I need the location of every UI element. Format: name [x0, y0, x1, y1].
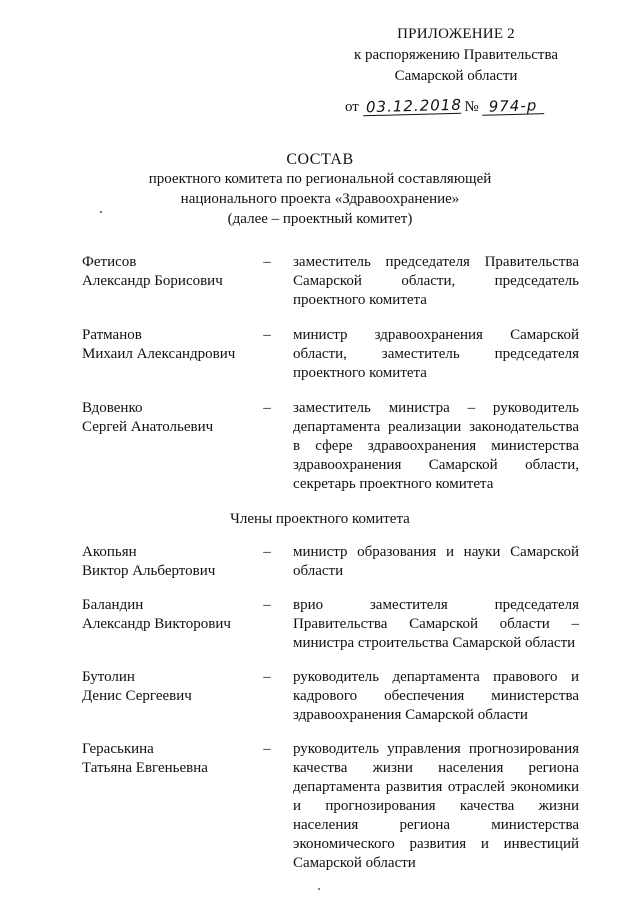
surname: Баландин	[82, 597, 144, 613]
person-name	[82, 326, 260, 364]
separator-dash: –	[263, 254, 271, 270]
surname: Ратманов	[82, 327, 142, 343]
given-names: Михаил Александрович	[82, 346, 236, 362]
person-name	[82, 668, 260, 706]
subtitle-line-3: (далее – проектный комитет)	[227, 211, 413, 227]
separator-dash: –	[263, 327, 271, 343]
person-role: руководитель управления прогнозирования качества жизни населения региона департамента развития отраслей экономики и прогнозирования качества жизни населения региона министерства экономического развития и инвестиций Самарской области	[293, 741, 579, 871]
separator-dash: –	[263, 400, 271, 416]
given-names: Татьяна Евгеньевна	[82, 760, 208, 776]
separator-dash: –	[263, 597, 271, 613]
separator-dash: –	[263, 669, 271, 685]
annex-line-2: Самарской области	[394, 68, 518, 84]
order-date-handwritten: 03.12.2018	[362, 97, 460, 117]
scan-speck	[318, 888, 320, 890]
surname: Фетисов	[82, 254, 137, 270]
given-names: Александр Борисович	[82, 273, 223, 289]
annex-line-1: к распоряжению Правительства	[353, 47, 558, 63]
separator-dash: –	[263, 544, 271, 560]
subtitle-line-2: национального проекта «Здравоохранение»	[180, 191, 460, 207]
person-name	[82, 253, 260, 291]
person-name	[82, 596, 260, 634]
given-names: Александр Викторович	[82, 616, 231, 632]
surname: Вдовенко	[82, 400, 143, 416]
person-role: заместитель председателя Правительства Самарской области, председатель проектного комитета	[293, 254, 579, 308]
subtitle-line-1: проектного комитета по региональной составляющей	[148, 171, 492, 187]
surname: Акопьян	[82, 544, 137, 560]
person-role: врио заместителя председателя Правительства Самарской области – министра строительства Самарской области	[293, 597, 579, 651]
annex-header	[336, 24, 576, 87]
given-names: Денис Сергеевич	[82, 688, 192, 704]
person-name	[82, 543, 260, 581]
order-number-handwritten: 974-р	[482, 97, 544, 116]
given-names: Сергей Анатольевич	[82, 419, 214, 435]
document-title: СОСТАВ	[286, 151, 354, 168]
order-reference	[345, 95, 544, 117]
surname: Гераськина	[82, 741, 154, 757]
annex-title: ПРИЛОЖЕНИЕ 2	[397, 26, 515, 42]
members-section-title: Члены проектного комитета	[230, 511, 410, 527]
order-number-label: №	[464, 99, 479, 115]
surname: Бутолин	[82, 669, 135, 685]
person-role: заместитель министра – руководитель департамента реализации законодательства в сфере здравоохранения министерства здравоохранения Самарской области, секретарь проектного комитета	[293, 400, 579, 492]
person-role: министр образования и науки Самарской области	[293, 544, 579, 579]
person-name	[82, 740, 260, 778]
given-names: Виктор Альбертович	[82, 563, 216, 579]
person-role: руководитель департамента правового и кадрового обеспечения министерства здравоохранения Самарской области	[293, 669, 579, 723]
person-role: министр здравоохранения Самарской области, заместитель председателя проектного комитета	[293, 327, 579, 381]
order-prefix: от	[345, 99, 359, 115]
person-name	[82, 399, 260, 437]
document-subtitle	[100, 169, 540, 229]
scan-speck	[100, 211, 102, 213]
separator-dash: –	[263, 741, 271, 757]
